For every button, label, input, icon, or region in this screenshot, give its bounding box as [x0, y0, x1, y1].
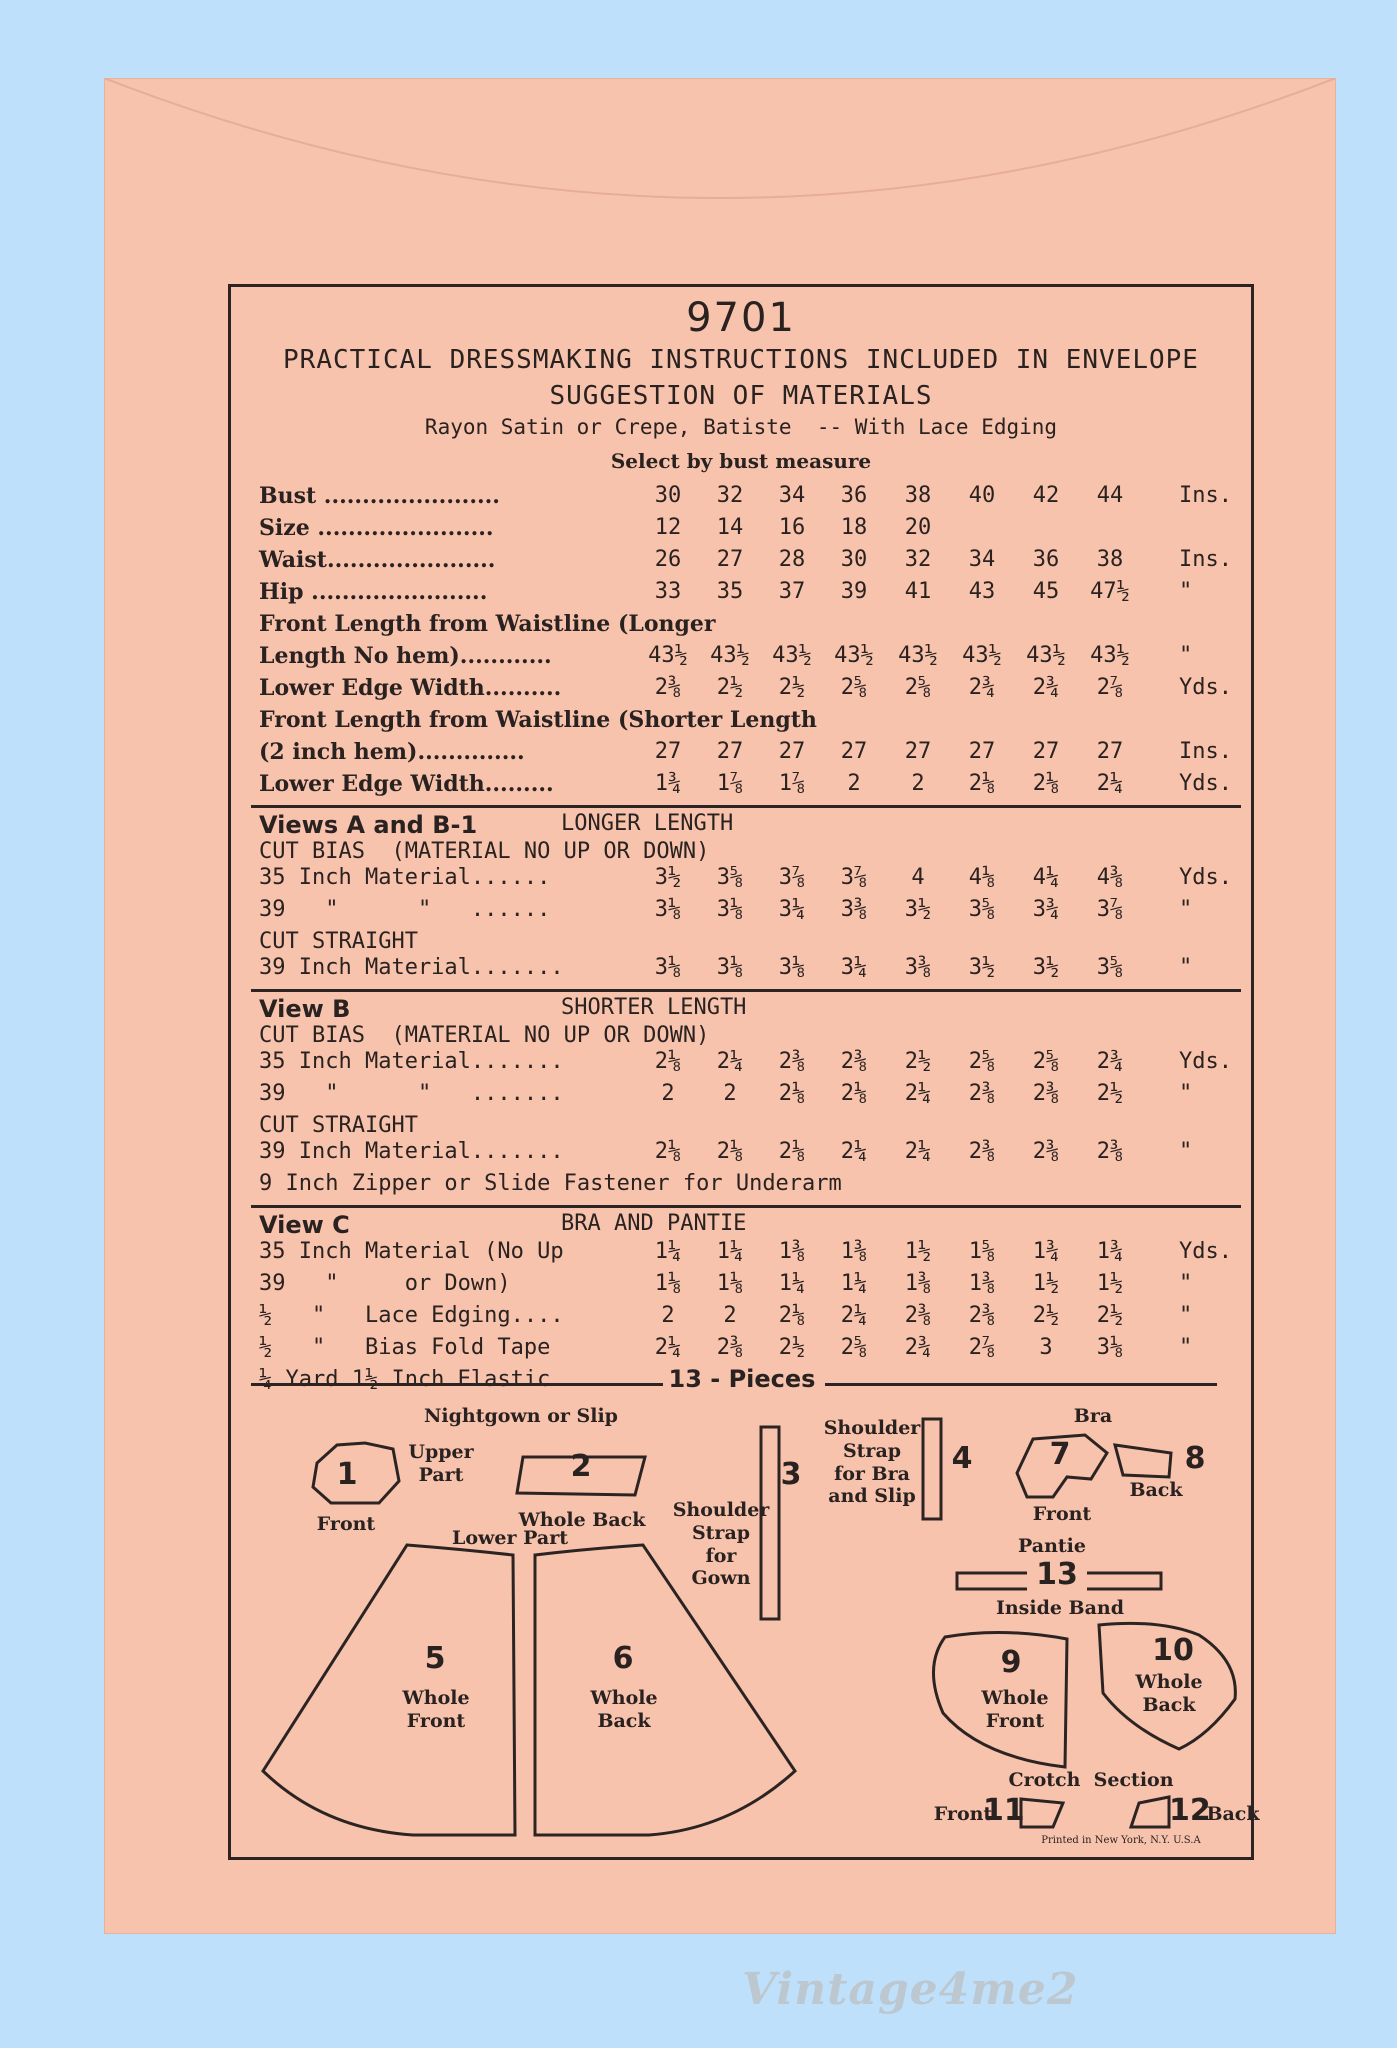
materials-line: Rayon Satin or Crepe, Batiste -- With Lace Edging [424, 415, 1058, 439]
piece-8-label: Back [1129, 1479, 1183, 1501]
pieces-rule-left [251, 1383, 663, 1386]
row-value: 1⅜ [840, 1239, 868, 1264]
row-label: Bust ....................... [259, 483, 500, 509]
row-value: 42 [1032, 483, 1060, 508]
view-b-row [259, 1049, 1239, 1079]
view-c-row [259, 1303, 1239, 1333]
views-ab-straight-row [259, 955, 1239, 985]
select-by-label: Select by bust measure [610, 449, 872, 473]
row-label: 39 " " ....... [259, 1081, 564, 1106]
row-value: 30 [840, 547, 868, 572]
row-value: 3⅝ [716, 865, 744, 890]
front-shorter-title: Front Length from Waistline (Shorter Length [259, 707, 817, 733]
row-value: 43½ [898, 643, 938, 668]
row-value: 2⅜ [654, 675, 682, 700]
row-value: 1⅞ [778, 771, 806, 796]
row-value: 2½ [1032, 1303, 1060, 1328]
piece-9-label: Whole Front [981, 1687, 1049, 1732]
row-value: 4¼ [1032, 865, 1060, 890]
row-unit: " [1179, 1335, 1193, 1360]
row-value: 2⅜ [716, 1335, 744, 1360]
row-value: 27 [1032, 739, 1060, 764]
row-value: 12 [654, 515, 682, 540]
pieces-rule-right [825, 1383, 1217, 1386]
view-b-title: View B [259, 995, 351, 1023]
bra-label: Bra [1073, 1405, 1113, 1427]
row-value: 1⅜ [904, 1271, 932, 1296]
row-value: 2½ [778, 1335, 806, 1360]
row-unit: " [1179, 1139, 1193, 1164]
row-value: 2 [661, 1081, 675, 1106]
row-value: 2⅜ [968, 1139, 996, 1164]
row-value: 2⅜ [1032, 1081, 1060, 1106]
row-value: 2⅛ [716, 1139, 744, 1164]
view-b-straight-row [259, 1139, 1239, 1169]
row-label: 39 " " ...... [259, 897, 551, 922]
row-value: 2 [911, 771, 925, 796]
row-label: 39 Inch Material....... [259, 955, 564, 980]
row-value: 2 [847, 771, 861, 796]
row-value: 37 [778, 579, 806, 604]
row-value: 3⅛ [716, 955, 744, 980]
row-value: 2 [661, 1303, 675, 1328]
row-value: 1⅜ [778, 1239, 806, 1264]
row-value: 3⅞ [778, 865, 806, 890]
piece-3-number: 3 [780, 1457, 802, 1492]
row-value: 43 [968, 579, 996, 604]
row-unit: Yds. [1179, 1239, 1232, 1264]
row-value: 30 [654, 483, 682, 508]
row-value: 41 [904, 579, 932, 604]
row-value: 36 [1032, 547, 1060, 572]
row-value: 2 [723, 1081, 737, 1106]
row-value: 1¾ [1096, 1239, 1124, 1264]
row-value: 2⅝ [840, 675, 868, 700]
row-unit: Yds. [1179, 771, 1232, 796]
row-value: 38 [904, 483, 932, 508]
view-b-row [259, 1081, 1239, 1111]
row-value: 2⅞ [1096, 675, 1124, 700]
piece-4-shape [917, 1415, 947, 1525]
row-value: 43½ [710, 643, 750, 668]
front-shorter-row [259, 739, 1239, 769]
row-value: 2⅜ [904, 1303, 932, 1328]
row-value: 3½ [904, 897, 932, 922]
elastic-line: ¼ Yard 1½ Inch Elastic [259, 1367, 551, 1392]
row-value: 2⅝ [840, 1335, 868, 1360]
row-value: 2 [723, 1303, 737, 1328]
piece-12-number: 12 [1169, 1793, 1211, 1828]
instruction-panel [228, 284, 1260, 1860]
piece-10-label: Whole Back [1135, 1671, 1203, 1716]
row-value: 1⅛ [716, 1271, 744, 1296]
row-value: 28 [778, 547, 806, 572]
piece-5-label: Whole Front [402, 1687, 470, 1732]
row-value: 2¼ [904, 1139, 932, 1164]
row-label: Lower Edge Width.......... [259, 675, 562, 701]
row-value: 2⅛ [654, 1139, 682, 1164]
row-value: 14 [716, 515, 744, 540]
row-value: 1⅛ [654, 1271, 682, 1296]
row-label: Lower Edge Width......... [259, 771, 554, 797]
piece-2-label: Whole Back [518, 1509, 646, 1531]
row-value: 1¼ [716, 1239, 744, 1264]
row-value: 1¼ [778, 1271, 806, 1296]
row-value: 27 [716, 739, 744, 764]
view-c-subtitle: BRA AND PANTIE [561, 1211, 747, 1236]
row-value: 33 [654, 579, 682, 604]
row-unit: Ins. [1179, 739, 1232, 764]
piece-1-label: Front [316, 1513, 376, 1535]
row-value: 47½ [1090, 579, 1130, 604]
lower-part-label: Lower Part [452, 1527, 568, 1549]
row-value: 3⅛ [654, 897, 682, 922]
printed-in-label: Printed in New York, N.Y. U.S.A [1041, 1835, 1201, 1846]
piece-4-label: Shoulder Strap for Bra and Slip [823, 1417, 921, 1508]
row-value: 1⅝ [968, 1239, 996, 1264]
row-value: 3½ [1032, 955, 1060, 980]
piece-1-number: 1 [336, 1457, 358, 1492]
view-b-cut-straight: CUT STRAIGHT [259, 1113, 418, 1138]
piece-10-number: 10 [1152, 1633, 1194, 1668]
row-unit: " [1179, 1081, 1193, 1106]
row-value: 4⅛ [968, 865, 996, 890]
row-value: 38 [1096, 547, 1124, 572]
row-value: 18 [840, 515, 868, 540]
piece-8-number: 8 [1184, 1441, 1206, 1476]
views-ab-row [259, 897, 1239, 927]
row-value: 27 [778, 739, 806, 764]
row-value: 44 [1096, 483, 1124, 508]
views-ab-cut-straight: CUT STRAIGHT [259, 929, 418, 954]
piece-13-number: 13 [1027, 1557, 1087, 1593]
row-value: 27 [904, 739, 932, 764]
row-value: 34 [968, 547, 996, 572]
row-value: 34 [778, 483, 806, 508]
row-value: 3⅜ [904, 955, 932, 980]
row-value: 2⅛ [778, 1081, 806, 1106]
row-value: 27 [716, 547, 744, 572]
row-value: 16 [778, 515, 806, 540]
row-value: 1⅞ [716, 771, 744, 796]
piece-4-number: 4 [951, 1441, 973, 1476]
row-value: 1¾ [654, 771, 682, 796]
view-b-cut-bias: CUT BIAS (MATERIAL NO UP OR DOWN) [259, 1023, 710, 1048]
row-value: 26 [654, 547, 682, 572]
pantie-label: Pantie [1018, 1535, 1086, 1557]
row-value: 3⅛ [716, 897, 744, 922]
measurement-row [259, 483, 1239, 513]
piece-12-label: Back [1206, 1803, 1260, 1825]
row-value: 43½ [648, 643, 688, 668]
piece-6-number: 6 [612, 1641, 634, 1676]
row-value: 2⅛ [968, 771, 996, 796]
measurement-row [259, 547, 1239, 577]
views-ab-cut-bias: CUT BIAS (MATERIAL NO UP OR DOWN) [259, 839, 710, 864]
view-c-row [259, 1239, 1239, 1269]
row-label: ½ " Bias Fold Tape [259, 1335, 551, 1360]
row-value: 2⅜ [968, 1081, 996, 1106]
piece-8-shape [1111, 1441, 1181, 1481]
row-value: 1½ [1096, 1271, 1124, 1296]
rule-view-c [251, 1205, 1241, 1208]
row-value: 3¼ [840, 955, 868, 980]
row-unit: " [1179, 1303, 1193, 1328]
row-value: 2½ [904, 1049, 932, 1074]
piece-6-label: Whole Back [590, 1687, 658, 1732]
materials-heading: SUGGESTION OF MATERIALS [549, 381, 933, 411]
pieces-title: 13 - Pieces [668, 1365, 816, 1393]
row-value: 27 [654, 739, 682, 764]
row-value: 2⅛ [840, 1081, 868, 1106]
row-value: 2¼ [1096, 771, 1124, 796]
zipper-line: 9 Inch Zipper or Slide Fastener for Underarm [259, 1171, 842, 1196]
rule-views-ab [251, 805, 1241, 808]
row-value: 27 [1096, 739, 1124, 764]
row-value: 20 [904, 515, 932, 540]
row-value: 2⅝ [904, 675, 932, 700]
row-value: 3⅞ [840, 865, 868, 890]
row-value: 1¾ [1032, 1239, 1060, 1264]
row-unit: " [1179, 897, 1193, 922]
row-value: 3⅜ [840, 897, 868, 922]
front-longer-row [259, 675, 1239, 705]
row-unit: Yds. [1179, 675, 1232, 700]
row-value: 2⅜ [1096, 1139, 1124, 1164]
row-value: 27 [968, 739, 996, 764]
row-value: 32 [904, 547, 932, 572]
measurement-row [259, 515, 1239, 545]
row-value: 43½ [1026, 643, 1066, 668]
row-value: 2¼ [904, 1081, 932, 1106]
pattern-envelope [104, 78, 1336, 1934]
row-value: 3⅛ [778, 955, 806, 980]
row-value: 1¼ [654, 1239, 682, 1264]
row-value: 1½ [904, 1239, 932, 1264]
row-unit: " [1179, 643, 1193, 668]
row-label: 39 Inch Material....... [259, 1139, 564, 1164]
row-value: 36 [840, 483, 868, 508]
row-value: 3¼ [778, 897, 806, 922]
row-label: Waist...................... [259, 547, 496, 573]
views-ab-row [259, 865, 1239, 895]
view-c-row [259, 1335, 1239, 1365]
row-label: Hip ....................... [259, 579, 488, 605]
views-ab-subtitle: LONGER LENGTH [561, 811, 734, 836]
row-value: 3⅝ [968, 897, 996, 922]
row-value: 2½ [1096, 1303, 1124, 1328]
row-value: 2¾ [1096, 1049, 1124, 1074]
row-value: 2¾ [1032, 675, 1060, 700]
row-value: 2½ [1096, 1081, 1124, 1106]
row-label: 35 Inch Material....... [259, 1049, 564, 1074]
row-value: 2⅞ [968, 1335, 996, 1360]
view-c-row [259, 1271, 1239, 1301]
row-value: 2⅛ [1032, 771, 1060, 796]
piece-13-label: Inside Band [995, 1597, 1125, 1619]
row-value: 43½ [834, 643, 874, 668]
row-value: 4⅜ [1096, 865, 1124, 890]
front-longer-title: Front Length from Waistline (Longer [259, 611, 716, 637]
row-value: 2¼ [840, 1139, 868, 1164]
row-value: 43½ [1090, 643, 1130, 668]
piece-2-number: 2 [570, 1449, 592, 1484]
row-value: 2¾ [968, 675, 996, 700]
row-unit: " [1179, 1271, 1193, 1296]
crotch-section-label: Crotch Section [1008, 1769, 1174, 1791]
row-value: 43½ [962, 643, 1002, 668]
row-unit: " [1179, 579, 1193, 604]
row-value: 3⅛ [1096, 1335, 1124, 1360]
row-value: 3¾ [1032, 897, 1060, 922]
piece-9-number: 9 [1000, 1645, 1022, 1680]
front-shorter-row [259, 771, 1239, 801]
piece-7-number: 7 [1049, 1437, 1071, 1472]
row-value: 3 [1039, 1335, 1053, 1360]
watermark: Vintage4me2 [742, 1964, 1079, 2015]
measurement-row [259, 579, 1239, 609]
piece-11-label: Front [933, 1803, 993, 1825]
row-value: 2⅝ [968, 1049, 996, 1074]
piece-11-shape [1017, 1795, 1067, 1831]
row-unit: Yds. [1179, 865, 1232, 890]
row-value: 2¼ [840, 1303, 868, 1328]
row-value: 3½ [654, 865, 682, 890]
row-value: 3⅛ [654, 955, 682, 980]
rule-view-b [251, 989, 1241, 992]
nightgown-label: Nightgown or Slip [424, 1405, 618, 1427]
row-value: 43½ [772, 643, 812, 668]
row-label: 39 " or Down) [259, 1271, 511, 1296]
row-value: 3½ [968, 955, 996, 980]
row-label: ½ " Lace Edging.... [259, 1303, 564, 1328]
piece-3-label: Shoulder Strap for Gown [672, 1499, 770, 1590]
row-value: 3⅞ [1096, 897, 1124, 922]
row-value: 2⅜ [778, 1049, 806, 1074]
pattern-number: 9701 [686, 295, 796, 341]
row-value: 2⅛ [654, 1049, 682, 1074]
front-longer-row [259, 643, 1239, 673]
views-ab-title: Views A and B-1 [259, 811, 478, 839]
envelope-flap [104, 78, 1336, 288]
row-value: 1½ [1032, 1271, 1060, 1296]
row-value: 35 [716, 579, 744, 604]
row-value: 39 [840, 579, 868, 604]
row-value: 2⅜ [840, 1049, 868, 1074]
row-value: 2½ [778, 675, 806, 700]
row-value: 2⅜ [968, 1303, 996, 1328]
row-value: 2⅛ [778, 1303, 806, 1328]
row-value: 2¼ [654, 1335, 682, 1360]
row-label: 35 Inch Material (No Up [259, 1239, 564, 1264]
row-unit: Ins. [1179, 547, 1232, 572]
row-unit: " [1179, 955, 1193, 980]
upper-part-label: Upper Part [408, 1441, 474, 1486]
row-label: Size ....................... [259, 515, 494, 541]
row-value: 2⅛ [778, 1139, 806, 1164]
row-value: 1⅜ [968, 1271, 996, 1296]
view-c-title: View C [259, 1211, 350, 1239]
row-value: 2⅝ [1032, 1049, 1060, 1074]
row-unit: Ins. [1179, 483, 1232, 508]
row-label: (2 inch hem).............. [259, 739, 525, 765]
row-value: 2¼ [716, 1049, 744, 1074]
row-value: 2⅜ [1032, 1139, 1060, 1164]
row-value: 1¼ [840, 1271, 868, 1296]
row-value: 32 [716, 483, 744, 508]
row-label: Length No hem)............ [259, 643, 552, 669]
instructions-line: PRACTICAL DRESSMAKING INSTRUCTIONS INCLUDED IN ENVELOPE [283, 345, 1199, 375]
row-value: 45 [1032, 579, 1060, 604]
row-value: 4 [911, 865, 925, 890]
row-label: 35 Inch Material...... [259, 865, 551, 890]
piece-11-number: 11 [983, 1793, 1025, 1828]
row-unit: Yds. [1179, 1049, 1232, 1074]
row-value: 2¾ [904, 1335, 932, 1360]
row-value: 27 [840, 739, 868, 764]
view-b-subtitle: SHORTER LENGTH [561, 995, 747, 1020]
piece-7-label: Front [1032, 1503, 1092, 1525]
row-value: 2½ [716, 675, 744, 700]
piece-5-number: 5 [424, 1641, 446, 1676]
row-value: 3⅝ [1096, 955, 1124, 980]
row-value: 40 [968, 483, 996, 508]
